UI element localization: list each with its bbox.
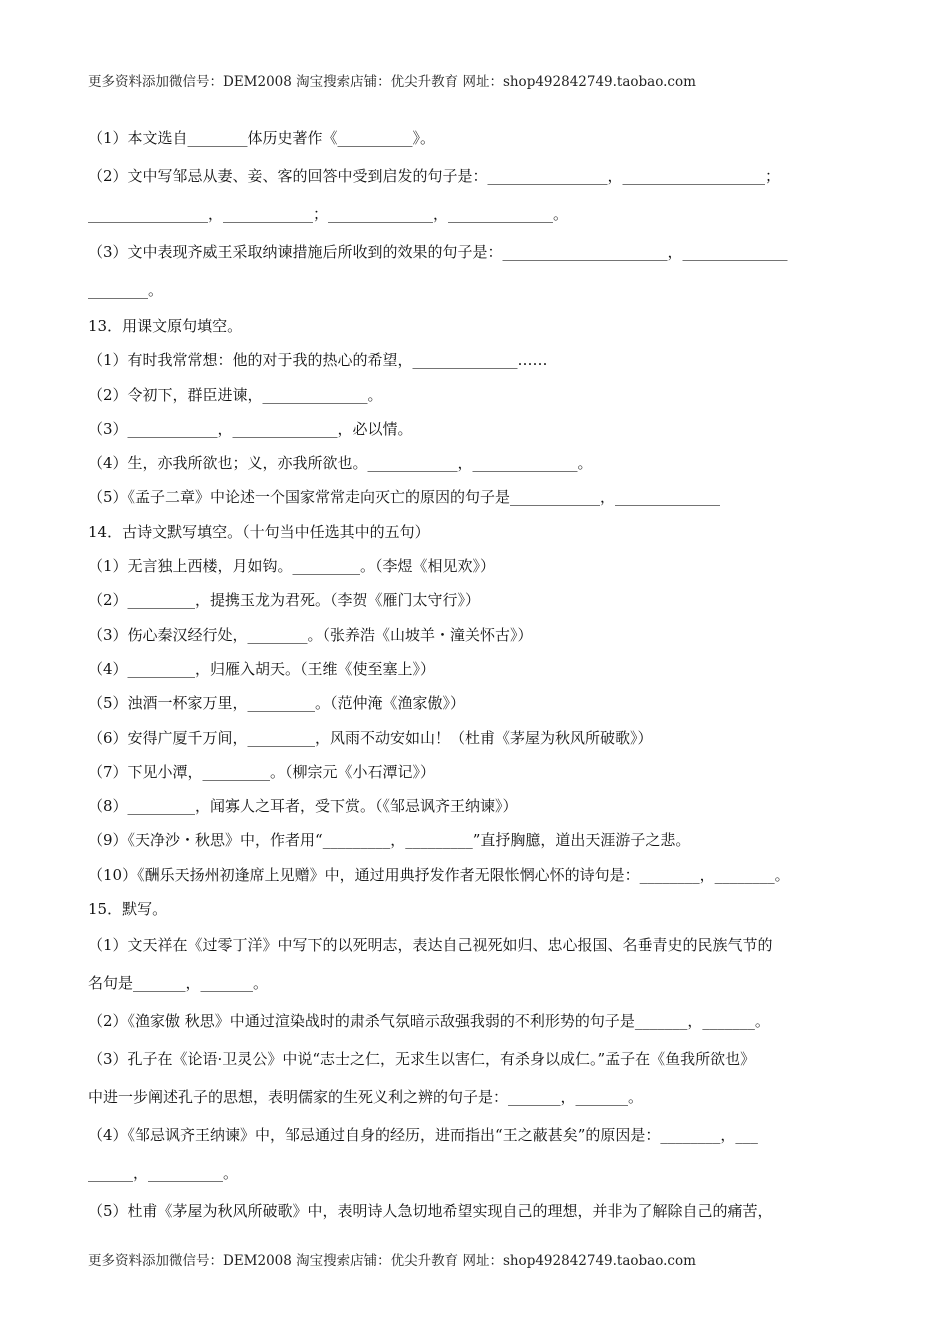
q14-item-6: （6）安得广厦千万间，_________，风雨不动安如山！（杜甫《茅屋为秋风所破歌》） bbox=[88, 728, 653, 747]
q14-item-1: （1）无言独上西楼，月如钩。_________。（李煜《相见欢》） bbox=[88, 557, 496, 576]
page-footer: 更多资料添加微信号：DEM2008 淘宝搜索店铺：优尖升教育 网址：shop492842749.taobao.com bbox=[88, 1253, 696, 1269]
q13-item-5: （5）《孟子二章》中论述一个国家常常走向灭亡的原因的句子是____________，______________ bbox=[88, 488, 721, 507]
q14-item-7: （7）下见小潭，_________。（柳宗元《小石潭记》） bbox=[88, 762, 436, 781]
q15-item-1-cont: 名句是_______，_______。 bbox=[88, 974, 269, 993]
q12-part3: （3）文中表现齐威王采取纳谏措施后所收到的效果的句子是：______________________，______________ bbox=[88, 243, 788, 261]
q14-item-2: （2）_________，提携玉龙为君死。（李贺《雁门太守行》） bbox=[88, 591, 481, 610]
q15-item-3: （3）孔子在《论语·卫灵公》中说“志士之仁，无求生以害仁，有杀身以成仁。”孟子在《鱼我所欲也》 bbox=[88, 1050, 756, 1069]
q13-title: 13．用课文原句填空。 bbox=[88, 317, 243, 335]
q13-item-2: （2）令初下，群臣进谏，______________。 bbox=[88, 385, 383, 404]
q15-title: 15．默写。 bbox=[88, 900, 168, 919]
q14-item-3: （3）伤心秦汉经行处，________。（张养浩《山坡羊・潼关怀古》） bbox=[88, 625, 533, 644]
q15-item-3-cont: 中进一步阐述孔子的思想，表明儒家的生死义利之辨的句子是：_______，_______。 bbox=[88, 1088, 644, 1107]
q12-part2-cont: ________________，____________；______________，______________。 bbox=[88, 205, 569, 223]
q13-item-3: （3）____________，______________，必以情。 bbox=[88, 419, 413, 438]
q14-item-10: （10）《酬乐天扬州初逢席上见赠》中，通过用典抒发作者无限怅惘心怀的诗句是：________，________。 bbox=[88, 865, 790, 884]
q13-item-4: （4）生，亦我所欲也；义，亦我所欲也。____________，______________。 bbox=[88, 454, 593, 473]
q13-item-1: （1）有时我常常想：他的对于我的热心的希望，______________…… bbox=[88, 351, 548, 370]
q12-part1: （1）本文选自________体历史著作《__________》。 bbox=[88, 129, 436, 147]
page-header: 更多资料添加微信号：DEM2008 淘宝搜索店铺：优尖升教育 网址：shop492842749.taobao.com bbox=[88, 74, 696, 90]
q15-item-4-cont: ______，__________。 bbox=[88, 1164, 239, 1183]
q14-title: 14．古诗文默写填空。（十句当中任选其中的五句） bbox=[88, 522, 430, 541]
q15-item-1: （1）文天祥在《过零丁洋》中写下的以死明志，表达自己视死如归、忠心报国、名垂青史的民族气节的 bbox=[88, 936, 773, 955]
q15-item-2: （2）《渔家傲 秋思》中通过渲染战时的肃杀气氛暗示敌强我弱的不利形势的句子是_______，_______。 bbox=[88, 1012, 770, 1031]
q15-item-4: （4）《邹忌讽齐王纳谏》中，邹忌通过自身的经历，进而指出“王之蔽甚矣”的原因是：________，___ bbox=[88, 1126, 758, 1145]
q14-item-9: （9）《天净沙・秋思》中，作者用“_________，_________”直抒胸臆，道出天涯游子之悲。 bbox=[88, 831, 691, 850]
q15-item-5: （5）杜甫《茅屋为秋风所破歌》中，表明诗人急切地希望实现自己的理想，并非为了解除自己的痛苦， bbox=[88, 1202, 773, 1221]
q12-part3-cont: ________。 bbox=[88, 281, 164, 299]
q14-item-5: （5）浊酒一杯家万里，_________。（范仲淹《渔家傲》） bbox=[88, 694, 466, 713]
q14-item-4: （4）_________，归雁入胡天。（王维《使至塞上》） bbox=[88, 659, 436, 678]
q14-item-8: （8）_________，闻寡人之耳者，受下赏。（《邹忌讽齐王纳谏》） bbox=[88, 797, 518, 816]
document-body bbox=[88, 119, 868, 1230]
q12-part2: （2）文中写邹忌从妻、妾、客的回答中受到启发的句子是：________________，___________________； bbox=[88, 167, 781, 185]
